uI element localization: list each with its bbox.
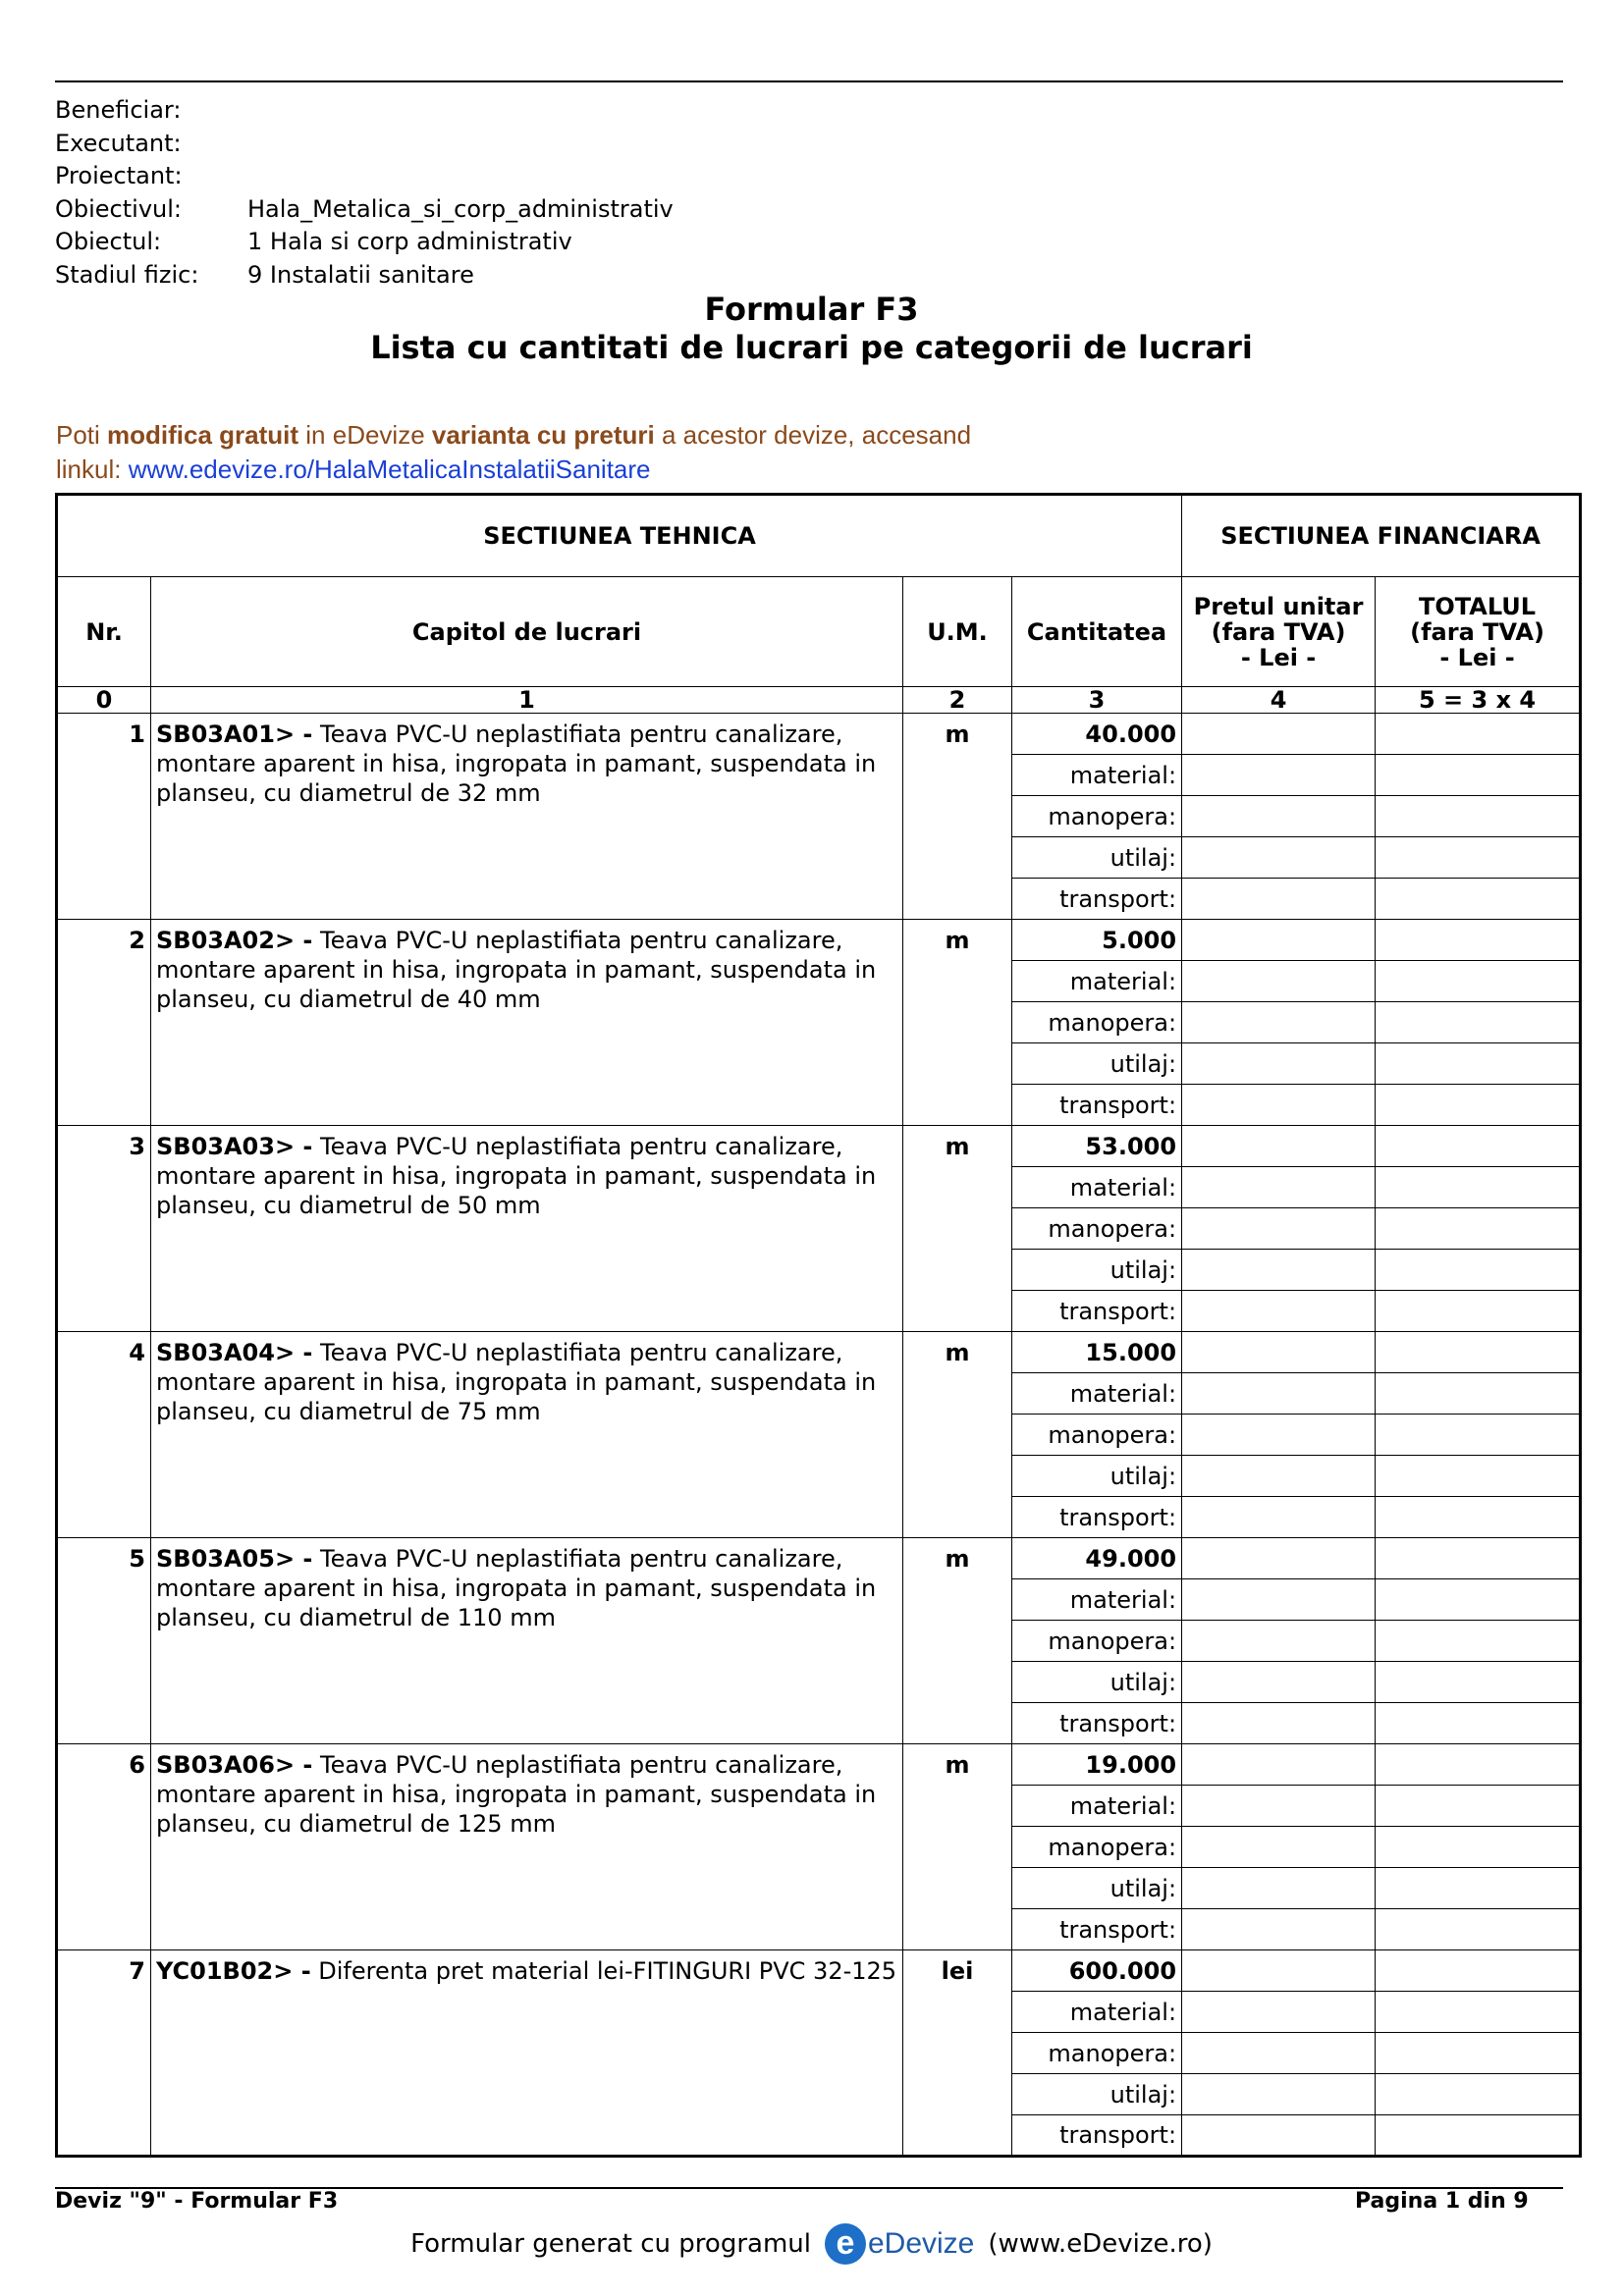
sub-unit-price — [1182, 2115, 1376, 2157]
row-quantity: 5.000 — [1012, 920, 1182, 961]
row-nr: 5 — [57, 1538, 151, 1744]
sub-total — [1376, 1662, 1581, 1703]
row-text: Teava PVC-U neplastifiata pentru canalizare, montare aparent in hisa, ingropata in pamant, suspendata in planseu, cu diametrul de 125 mm — [156, 1751, 877, 1838]
sub-total — [1376, 1909, 1581, 1950]
sub-total — [1376, 1786, 1581, 1827]
sub-label: transport: — [1012, 1497, 1182, 1538]
col-header-pret — [1182, 577, 1376, 687]
sub-total — [1376, 796, 1581, 837]
row-nr: 2 — [57, 920, 151, 1126]
row-um: m — [903, 920, 1012, 1126]
sub-total — [1376, 1250, 1581, 1291]
sub-label: transport: — [1012, 2115, 1182, 2157]
promo-link[interactable]: www.edevize.ro/HalaMetalicaInstalatiiSanitare — [128, 454, 651, 484]
sub-unit-price — [1182, 1373, 1376, 1415]
row-quantity: 15.000 — [1012, 1332, 1182, 1373]
row-unit-price — [1182, 714, 1376, 755]
sub-label: manopera: — [1012, 1002, 1182, 1043]
col-header-nr: Nr. — [57, 577, 151, 687]
row-code: SB03A06> - — [156, 1751, 313, 1779]
footer-page: Pagina 1 din 9 — [1355, 2189, 1529, 2214]
sub-label: transport: — [1012, 1085, 1182, 1126]
row-unit-price — [1182, 1950, 1376, 1992]
row-nr: 4 — [57, 1332, 151, 1538]
obiectul-value: 1 Hala si corp administrativ — [247, 228, 572, 255]
sub-total — [1376, 837, 1581, 879]
sub-label: material: — [1012, 755, 1182, 796]
sub-total — [1376, 755, 1581, 796]
col-index-2: 2 — [903, 687, 1012, 714]
obiectul-label: Obiectul: — [55, 228, 162, 255]
promo-part: linkul: — [56, 454, 129, 484]
row-description — [151, 920, 903, 1126]
sub-unit-price — [1182, 1002, 1376, 1043]
row-total — [1376, 1950, 1581, 1992]
quantities-table — [55, 493, 1582, 2158]
sub-label: manopera: — [1012, 1621, 1182, 1662]
sub-unit-price — [1182, 1827, 1376, 1868]
pret-line: - Lei - — [1240, 643, 1317, 671]
sub-unit-price — [1182, 1992, 1376, 2033]
footer-generated — [0, 2223, 1623, 2265]
row-um: lei — [903, 1950, 1012, 2157]
sub-total — [1376, 2115, 1581, 2157]
row-um: m — [903, 714, 1012, 920]
sub-unit-price — [1182, 1497, 1376, 1538]
row-text: Teava PVC-U neplastifiata pentru canalizare, montare aparent in hisa, ingropata in pamant, suspendata in planseu, cu diametrul de 32 mm — [156, 721, 877, 807]
sub-unit-price — [1182, 1621, 1376, 1662]
sub-label: utilaj: — [1012, 1868, 1182, 1909]
sub-total — [1376, 1085, 1581, 1126]
row-um: m — [903, 1332, 1012, 1538]
sub-total — [1376, 879, 1581, 920]
sub-unit-price — [1182, 1662, 1376, 1703]
promo-part: a acestor devize, accesand — [654, 420, 972, 450]
sub-label: utilaj: — [1012, 1662, 1182, 1703]
total-line: TOTALUL — [1419, 592, 1537, 620]
sub-total — [1376, 1868, 1581, 1909]
sub-unit-price — [1182, 879, 1376, 920]
sub-label: material: — [1012, 1992, 1182, 2033]
row-nr: 1 — [57, 714, 151, 920]
col-index-5: 5 = 3 x 4 — [1376, 687, 1581, 714]
sub-total — [1376, 2074, 1581, 2115]
promo-emphasis: modifica gratuit — [107, 420, 299, 450]
promo-text — [56, 418, 971, 487]
row-text: Teava PVC-U neplastifiata pentru canalizare, montare aparent in hisa, ingropata in pamant, suspendata in planseu, cu diametrul de 40 mm — [156, 927, 877, 1013]
stadiul-value: 9 Instalatii sanitare — [247, 260, 474, 289]
row-total — [1376, 1744, 1581, 1786]
row-text: Teava PVC-U neplastifiata pentru canalizare, montare aparent in hisa, ingropata in pamant, suspendata in planseu, cu diametrul de 50 mm — [156, 1133, 877, 1219]
row-nr: 3 — [57, 1126, 151, 1332]
row-code: YC01B02> - — [156, 1957, 311, 1985]
sub-label: transport: — [1012, 1909, 1182, 1950]
edevize-logo — [825, 2223, 974, 2265]
row-unit-price — [1182, 1332, 1376, 1373]
sub-label: utilaj: — [1012, 1456, 1182, 1497]
sub-label: material: — [1012, 1373, 1182, 1415]
row-text: Diferenta pret material lei-FITINGURI PVC 32-125 — [310, 1957, 897, 1985]
row-code: SB03A03> - — [156, 1133, 313, 1160]
section-financial-header: SECTIUNEA FINANCIARA — [1182, 495, 1581, 577]
sub-unit-price — [1182, 1208, 1376, 1250]
row-um: m — [903, 1126, 1012, 1332]
col-header-capitol: Capitol de lucrari — [151, 577, 903, 687]
sub-total — [1376, 1208, 1581, 1250]
sub-label: material: — [1012, 961, 1182, 1002]
footer-deviz: Deviz "9" - Formular F3 — [55, 2189, 339, 2214]
sub-label: manopera: — [1012, 1415, 1182, 1456]
row-quantity: 600.000 — [1012, 1950, 1182, 1992]
sub-label: transport: — [1012, 879, 1182, 920]
row-nr: 6 — [57, 1744, 151, 1950]
sub-label: utilaj: — [1012, 2074, 1182, 2115]
row-total — [1376, 1126, 1581, 1167]
row-total — [1376, 920, 1581, 961]
project-meta — [55, 94, 674, 292]
row-description — [151, 1126, 903, 1332]
promo-part: in eDevize — [298, 420, 432, 450]
section-technical-header: SECTIUNEA TEHNICA — [57, 495, 1182, 577]
total-line: (fara TVA) — [1410, 617, 1544, 646]
row-code: SB03A02> - — [156, 927, 313, 954]
proiectant-label: Proiectant: — [55, 162, 183, 189]
sub-total — [1376, 1373, 1581, 1415]
sub-total — [1376, 2033, 1581, 2074]
row-um: m — [903, 1744, 1012, 1950]
sub-label: material: — [1012, 1786, 1182, 1827]
sub-unit-price — [1182, 837, 1376, 879]
sub-unit-price — [1182, 1085, 1376, 1126]
generated-text: Formular generat cu programul — [410, 2229, 811, 2259]
sub-total — [1376, 1291, 1581, 1332]
sub-unit-price — [1182, 1909, 1376, 1950]
sub-unit-price — [1182, 1043, 1376, 1085]
form-title: Formular F3 — [704, 291, 919, 328]
sub-unit-price — [1182, 1456, 1376, 1497]
obiectivul-value: Hala_Metalica_si_corp_administrativ — [247, 194, 674, 223]
sub-total — [1376, 1703, 1581, 1744]
form-subtitle: Lista cu cantitati de lucrari pe categorii de lucrari — [370, 329, 1253, 366]
logo-text: eDevize — [867, 2227, 975, 2260]
sub-total — [1376, 1497, 1581, 1538]
row-unit-price — [1182, 920, 1376, 961]
sub-total — [1376, 1827, 1581, 1868]
row-description — [151, 1950, 903, 2157]
row-total — [1376, 1332, 1581, 1373]
sub-label: transport: — [1012, 1703, 1182, 1744]
sub-label: manopera: — [1012, 1208, 1182, 1250]
sub-total — [1376, 1415, 1581, 1456]
sub-total — [1376, 961, 1581, 1002]
col-header-cantitate: Cantitatea — [1012, 577, 1182, 687]
sub-label: manopera: — [1012, 796, 1182, 837]
row-unit-price — [1182, 1126, 1376, 1167]
row-description — [151, 1538, 903, 1744]
top-rule — [55, 80, 1563, 82]
sub-unit-price — [1182, 796, 1376, 837]
sub-label: manopera: — [1012, 2033, 1182, 2074]
row-quantity: 19.000 — [1012, 1744, 1182, 1786]
row-total — [1376, 714, 1581, 755]
row-description — [151, 1332, 903, 1538]
sub-total — [1376, 1992, 1581, 2033]
edevize-logo-icon: e — [825, 2223, 866, 2265]
col-index-3: 3 — [1012, 687, 1182, 714]
sub-label: manopera: — [1012, 1827, 1182, 1868]
row-quantity: 49.000 — [1012, 1538, 1182, 1579]
stadiul-label: Stadiul fizic: — [55, 260, 199, 289]
row-description — [151, 714, 903, 920]
beneficiar-label: Beneficiar: — [55, 96, 182, 124]
row-unit-price — [1182, 1538, 1376, 1579]
col-header-total — [1376, 577, 1581, 687]
col-header-um: U.M. — [903, 577, 1012, 687]
sub-unit-price — [1182, 2074, 1376, 2115]
sub-label: material: — [1012, 1167, 1182, 1208]
row-quantity: 40.000 — [1012, 714, 1182, 755]
sub-unit-price — [1182, 755, 1376, 796]
executant-label: Executant: — [55, 129, 182, 157]
sub-unit-price — [1182, 1250, 1376, 1291]
sub-unit-price — [1182, 1868, 1376, 1909]
sub-unit-price — [1182, 1703, 1376, 1744]
row-text: Teava PVC-U neplastifiata pentru canalizare, montare aparent in hisa, ingropata in pamant, suspendata in planseu, cu diametrul de 75 mm — [156, 1339, 877, 1425]
sub-unit-price — [1182, 1167, 1376, 1208]
row-total — [1376, 1538, 1581, 1579]
sub-total — [1376, 1579, 1581, 1621]
row-quantity: 53.000 — [1012, 1126, 1182, 1167]
obiectivul-label: Obiectivul: — [55, 194, 182, 223]
row-nr: 7 — [57, 1950, 151, 2157]
sub-total — [1376, 1456, 1581, 1497]
row-unit-price — [1182, 1744, 1376, 1786]
sub-unit-price — [1182, 1415, 1376, 1456]
sub-total — [1376, 1621, 1581, 1662]
row-code: SB03A04> - — [156, 1339, 313, 1366]
row-description — [151, 1744, 903, 1950]
row-code: SB03A01> - — [156, 721, 313, 748]
col-index-4: 4 — [1182, 687, 1376, 714]
pret-line: Pretul unitar — [1193, 592, 1364, 620]
sub-label: material: — [1012, 1579, 1182, 1621]
total-line: - Lei - — [1439, 643, 1515, 671]
row-um: m — [903, 1538, 1012, 1744]
sub-total — [1376, 1167, 1581, 1208]
col-index-1: 1 — [151, 687, 903, 714]
promo-emphasis: varianta cu preturi — [431, 420, 655, 450]
sub-label: utilaj: — [1012, 837, 1182, 879]
generated-url[interactable]: (www.eDevize.ro) — [988, 2229, 1213, 2259]
promo-part: Poti — [56, 420, 108, 450]
sub-unit-price — [1182, 1786, 1376, 1827]
sub-unit-price — [1182, 2033, 1376, 2074]
row-text: Teava PVC-U neplastifiata pentru canalizare, montare aparent in hisa, ingropata in pamant, suspendata in planseu, cu diametrul de 110 mm — [156, 1545, 877, 1631]
col-index-0: 0 — [57, 687, 151, 714]
sub-label: transport: — [1012, 1291, 1182, 1332]
pret-line: (fara TVA) — [1211, 617, 1346, 646]
sub-unit-price — [1182, 1579, 1376, 1621]
sub-total — [1376, 1043, 1581, 1085]
row-code: SB03A05> - — [156, 1545, 313, 1573]
sub-unit-price — [1182, 1291, 1376, 1332]
sub-total — [1376, 1002, 1581, 1043]
sub-label: utilaj: — [1012, 1043, 1182, 1085]
sub-unit-price — [1182, 961, 1376, 1002]
sub-label: utilaj: — [1012, 1250, 1182, 1291]
